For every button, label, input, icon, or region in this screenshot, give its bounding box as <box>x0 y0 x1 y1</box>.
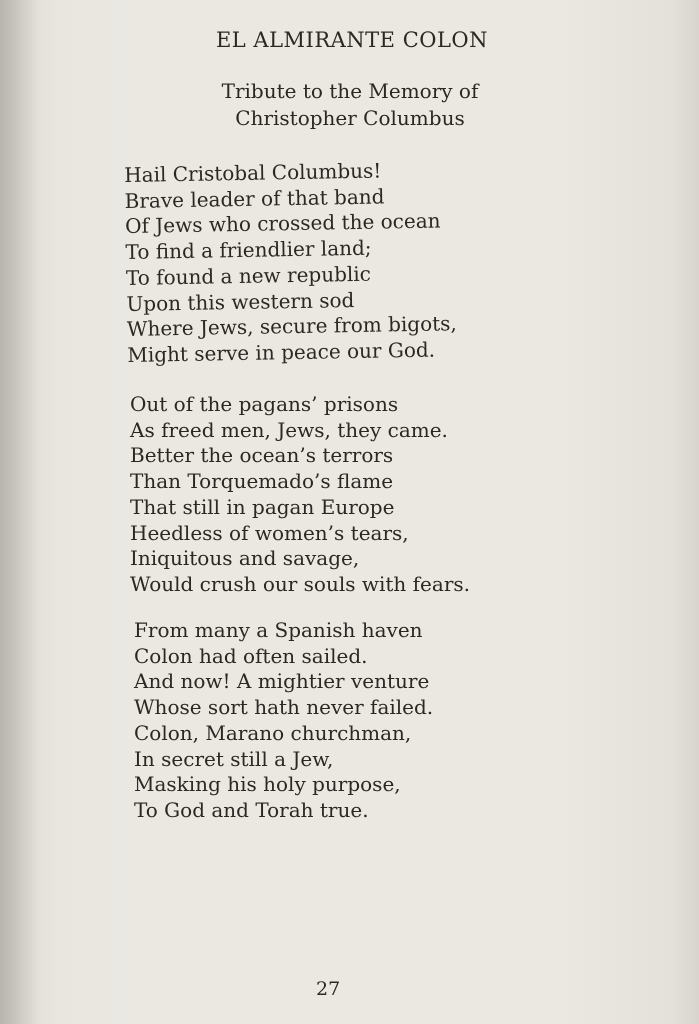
poem-line: As freed men, Jews, they came. <box>130 417 448 442</box>
poem-line: Colon had often sailed. <box>134 643 368 668</box>
poem-line: Out of the pagans’ prisons <box>130 392 399 416</box>
poem-line: Might serve in peace our God. <box>127 337 436 367</box>
poem-line: Brave leader of that band <box>124 184 385 213</box>
page-number: 27 <box>316 978 341 1000</box>
poem-title: EL ALMIRANTE COLON <box>215 28 489 52</box>
poem-line: To find a friendlier land; <box>125 235 372 265</box>
poem-line: Better the ocean’s terrors <box>130 443 394 468</box>
poem-line: Heedless of women’s tears, <box>130 520 409 545</box>
subtitle-line: Christopher Columbus <box>235 106 465 130</box>
poem-line: Upon this western sod <box>126 287 355 316</box>
poem-line: Would crush our souls with fears. <box>130 571 470 596</box>
poem-line: Where Jews, secure from bigots, <box>126 311 458 342</box>
poem-line: Masking his holy purpose, <box>134 772 401 797</box>
stanza-2 <box>130 392 470 598</box>
poem-line: Whose sort hath never failed. <box>134 695 434 720</box>
poem-line: Of Jews who crossed the ocean <box>124 208 441 239</box>
stanza-3 <box>134 618 433 824</box>
poem-line: In secret still a Jew, <box>134 746 334 771</box>
poem-subtitle <box>195 78 505 132</box>
subtitle-line: Tribute to the Memory of <box>221 79 479 103</box>
stanza-1 <box>124 157 457 368</box>
poem-line: Hail Cristobal Columbus! <box>124 158 382 187</box>
poem-line: That still in pagan Europe <box>130 494 395 519</box>
poem-line: Than Torquemado’s flame <box>130 469 394 494</box>
poem-line: Colon, Marano churchman, <box>134 720 412 745</box>
poem-line: To found a new republic <box>125 261 372 290</box>
poem-line: Iniquitous and savage, <box>130 546 360 571</box>
poem-line: From many a Spanish haven <box>134 618 423 642</box>
poem-line: To God and Torah true. <box>134 797 369 822</box>
poem-line: And now! A mightier venture <box>134 669 430 694</box>
